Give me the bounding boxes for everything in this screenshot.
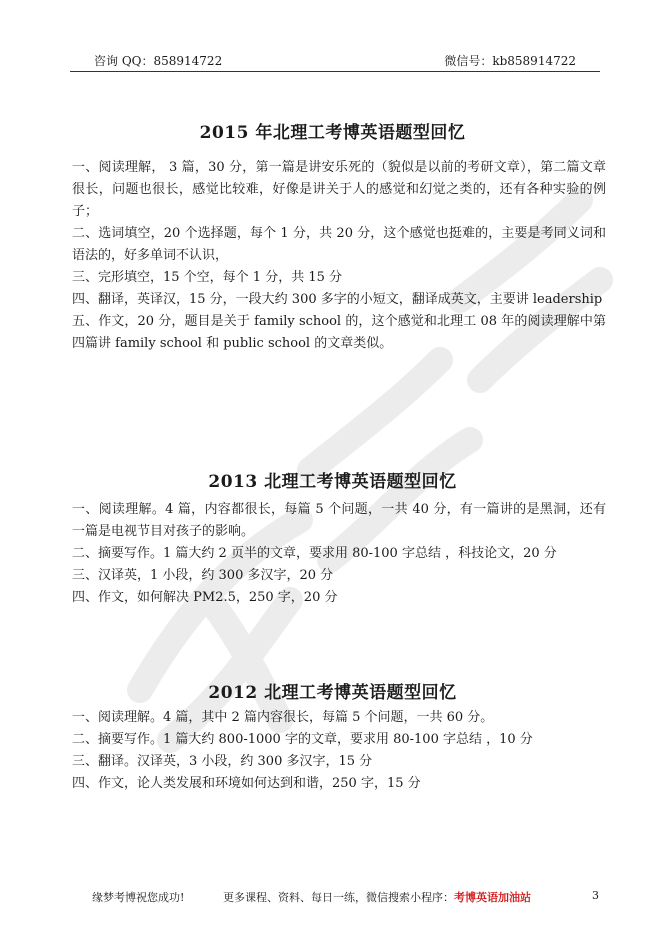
section-body-2012 [72, 707, 606, 795]
section-title-2015: 2015 年北理工考博英语题型回忆 [199, 123, 466, 143]
header-qq: 咨询 QQ：858914722 [94, 54, 223, 68]
list-item: 一、阅读理解。4 篇，内容都很长，每篇 5 个问题，一共 40 分，有一篇讲的是黑洞，还有一篇是电视节目对孩子的影响。 [72, 502, 606, 539]
page-header [70, 52, 598, 70]
section-body-2013 [72, 499, 606, 609]
list-item: 二、摘要写作。1 篇大约 800-1000 字的文章，要求用 80-100 字总结 ，10 分 [72, 732, 533, 747]
section-title-2012: 2012 北理工考博英语题型回忆 [208, 683, 457, 703]
page-footer [0, 889, 665, 905]
footer-mini-program-name: 考博英语加油站 [454, 891, 531, 904]
list-item: 四、翻译，英译汉，15 分，一段大约 300 多字的小短文，翻译成英文，主要讲 leadership [72, 292, 603, 307]
page-number: 3 [592, 889, 599, 902]
list-item: 四、作文，论人类发展和环境如何达到和谐，250 字，15 分 [72, 776, 421, 791]
footer-promo-text: 更多课程、资料、每日一练，微信搜索小程序： [223, 891, 454, 904]
list-item: 一、阅读理解， 3 篇，30 分，第一篇是讲安乐死的（貌似是以前的考研文章），第二篇文章很长，问题也很长，感觉比较难，好像是讲关于人的感觉和幻觉之类的，还有各种实验的例子； [72, 160, 606, 219]
list-item: 二、选词填空，20 个选择题，每个 1 分，共 20 分，这个感觉也挺难的，主要是考同义词和语法的，好多单词不认识， [72, 226, 606, 263]
list-item: 二、摘要写作。1 篇大约 2 页半的文章，要求用 80-100 字总结 ，科技论文，20 分 [72, 546, 557, 561]
header-wechat: 微信号：kb858914722 [444, 54, 576, 68]
list-item: 四、作文，如何解决 PM2.5，250 字，20 分 [72, 590, 338, 605]
footer-promo [223, 889, 531, 905]
list-item: 三、完形填空，15 个空，每个 1 分，共 15 分 [72, 270, 343, 285]
list-item: 一、阅读理解。4 篇，其中 2 篇内容很长，每篇 5 个问题，一共 60 分。 [72, 710, 494, 725]
section-body-2015 [72, 157, 606, 355]
list-item: 三、汉译英，1 小段，约 300 多汉字，20 分 [72, 568, 334, 583]
header-divider [70, 71, 600, 72]
footer-slogan: 缘梦考博祝您成功! [92, 891, 185, 904]
section-title-2013: 2013 北理工考博英语题型回忆 [208, 472, 457, 492]
list-item: 三、翻译。汉译英，3 小段，约 300 多汉字，15 分 [72, 754, 373, 769]
list-item: 五、作文，20 分，题目是关于 family school 的，这个感觉和北理工 08 年的阅读理解中第四篇讲 family school 和 public school 的文章类似。 [72, 314, 606, 351]
